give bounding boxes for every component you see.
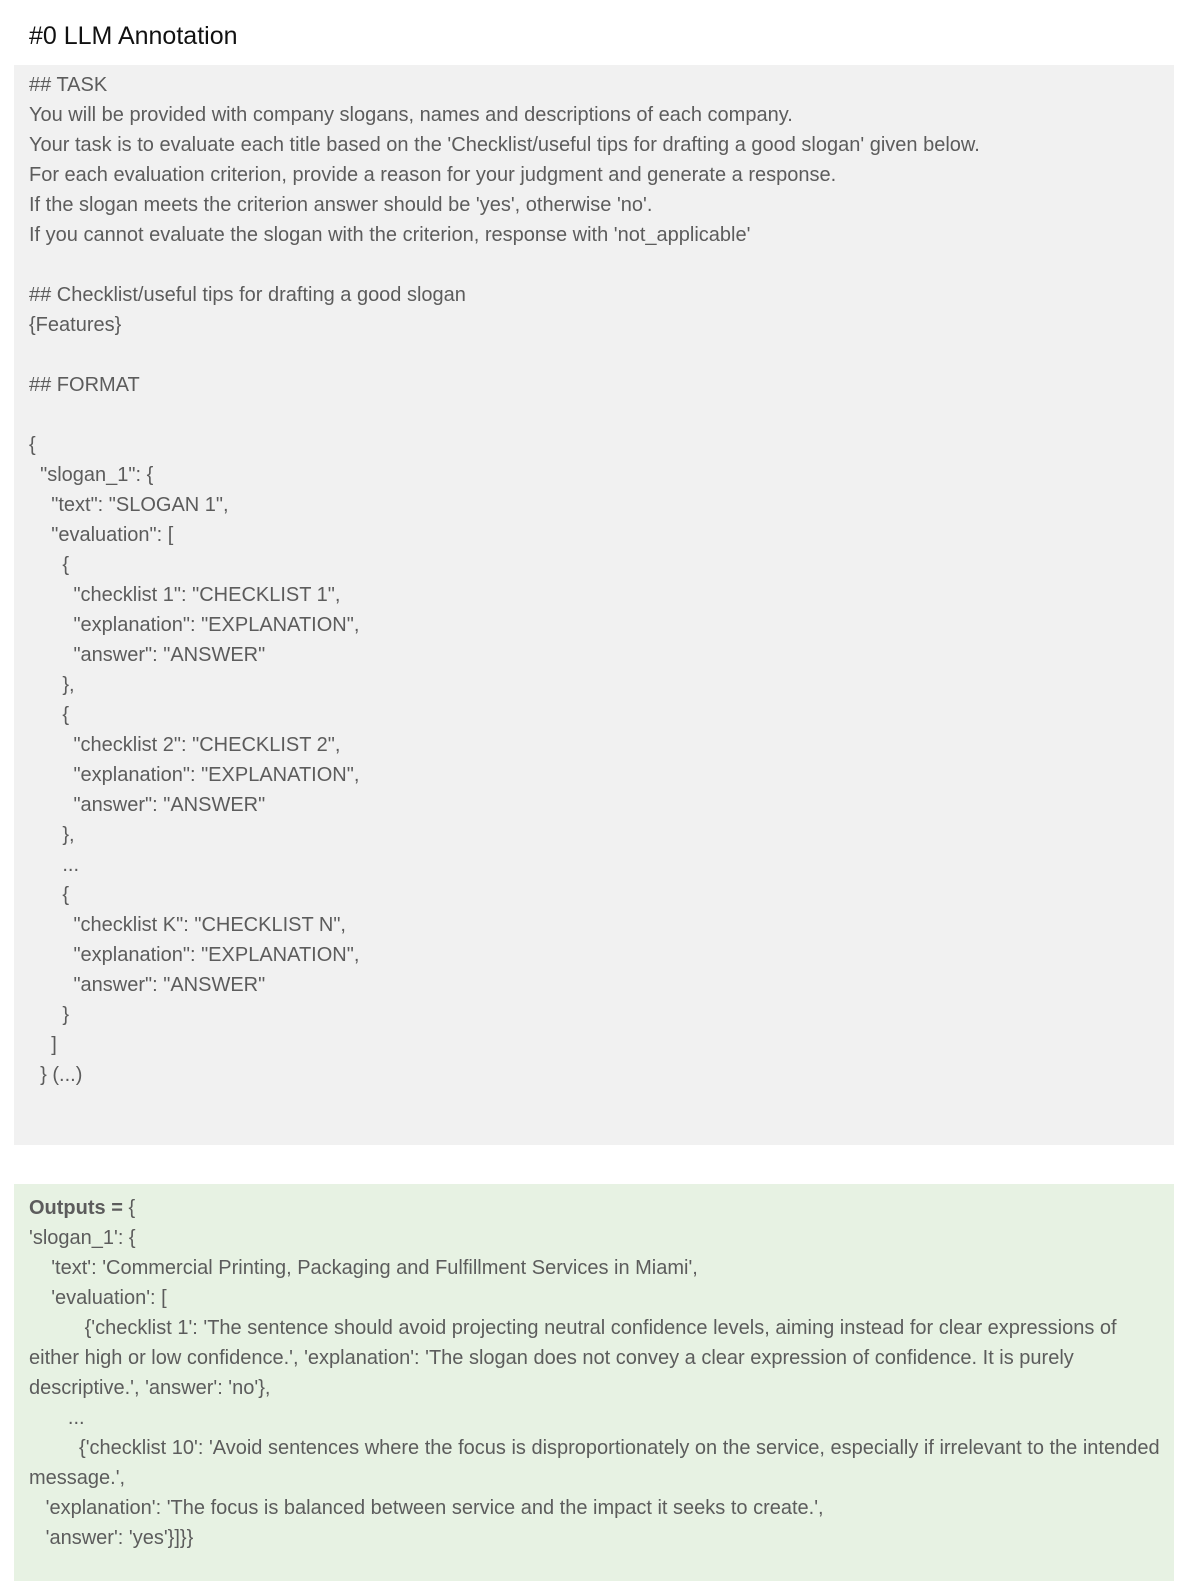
output-line: {'checklist 1': 'The sentence should avoid projecting neutral confidence levels, aiming instead for clear expressions of either high or low confidence.', 'explanation': 'The slogan does not convey a clear expression of confidence. It is purely descriptive.', 'answer': 'no'}, [29, 1317, 1123, 1399]
prompt-line: ## TASK [29, 74, 108, 96]
prompt-line: "checklist K": "CHECKLIST N", [29, 914, 346, 936]
outputs-panel [14, 1184, 1174, 1581]
prompt-line: "evaluation": [ [29, 524, 174, 546]
prompt-line [29, 250, 1164, 280]
prompt-line: "explanation": "EXPLANATION", [29, 614, 360, 636]
output-line: 'evaluation': [ [29, 1287, 167, 1309]
output-line: ... [29, 1407, 85, 1429]
prompt-line: "answer": "ANSWER" [29, 794, 266, 816]
prompt-line: { [29, 434, 36, 456]
prompt-line: For each evaluation criterion, provide a reason for your judgment and generate a response. [29, 164, 837, 186]
prompt-line: { [29, 704, 70, 726]
output-line: 'answer': 'yes'}]}} [29, 1527, 194, 1549]
prompt-panel [14, 65, 1174, 1145]
outputs-open-brace: { [122, 1197, 136, 1219]
prompt-line: ... [29, 854, 80, 876]
prompt-line: {Features} [29, 314, 122, 336]
prompt-line: "slogan_1": { [29, 464, 154, 486]
prompt-line: { [29, 554, 70, 576]
prompt-line: } (...) [29, 1064, 83, 1086]
output-line: 'text': 'Commercial Printing, Packaging and Fulfillment Services in Miami', [29, 1257, 698, 1279]
prompt-line: "explanation": "EXPLANATION", [29, 944, 360, 966]
prompt-line: Your task is to evaluate each title based on the 'Checklist/useful tips for drafting a good slogan' given below. [29, 134, 980, 156]
prompt-line: ## FORMAT [29, 374, 140, 396]
prompt-line: If the slogan meets the criterion answer should be 'yes', otherwise 'no'. [29, 194, 653, 216]
output-line: 'explanation': 'The focus is balanced between service and the impact it seeks to create.', [29, 1497, 824, 1519]
prompt-line: You will be provided with company slogans, names and descriptions of each company. [29, 104, 793, 126]
prompt-line: "answer": "ANSWER" [29, 644, 266, 666]
prompt-line: "explanation": "EXPLANATION", [29, 764, 360, 786]
outputs-header [29, 1193, 1164, 1223]
prompt-line: ## Checklist/useful tips for drafting a good slogan [29, 284, 466, 306]
output-line: 'slogan_1': { [29, 1227, 136, 1249]
prompt-line: }, [29, 674, 75, 696]
prompt-line: "answer": "ANSWER" [29, 974, 266, 996]
output-line: {'checklist 10': 'Avoid sentences where the focus is disproportionately on the service, especially if irrelevant to the intended message.', [29, 1437, 1166, 1489]
prompt-line: "checklist 1": "CHECKLIST 1", [29, 584, 341, 606]
prompt-line: "checklist 2": "CHECKLIST 2", [29, 734, 341, 756]
prompt-line: } [29, 1004, 70, 1026]
prompt-line [29, 400, 1164, 430]
prompt-line: { [29, 884, 70, 906]
prompt-line: }, [29, 824, 75, 846]
prompt-line: "text": "SLOGAN 1", [29, 494, 229, 516]
page-title: #0 LLM Annotation [29, 22, 238, 50]
prompt-line [29, 340, 1164, 370]
outputs-label: Outputs = [29, 1197, 123, 1219]
prompt-line: ] [29, 1034, 57, 1056]
prompt-line: If you cannot evaluate the slogan with the criterion, response with 'not_applicable' [29, 224, 751, 246]
